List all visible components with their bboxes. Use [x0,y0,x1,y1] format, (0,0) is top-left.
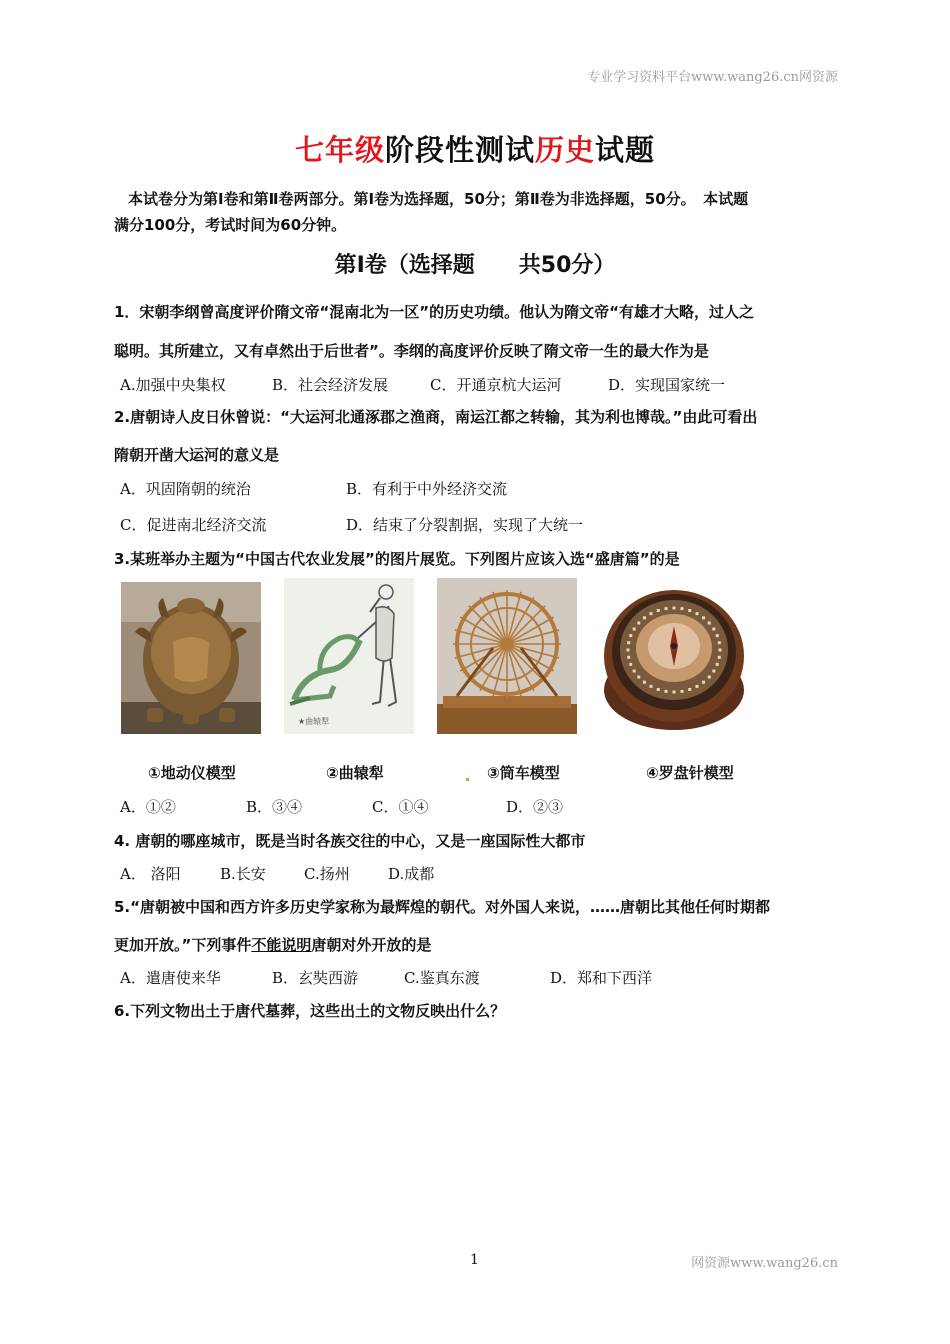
q3-option-a: A．①② [120,798,176,816]
q2-line-2: 隋朝开凿大运河的意义是 [114,446,280,464]
page-number: 1 [470,1252,479,1268]
title-subject: 历史 [535,133,596,167]
q1-option-b: B．社会经济发展 [272,376,389,394]
compass-photo [600,578,748,734]
q2-option-d: D．结束了分裂割据，实现了大统一 [346,516,584,534]
q2-option-a: A．巩固隋朝的统治 [120,480,251,498]
footer-source: 网资源www.wang26.cn [691,1256,838,1271]
q5-option-c: C.鉴真东渡 [404,969,480,987]
exam-instructions [114,186,838,238]
caption-plow: ②曲辕犁 [326,764,384,782]
q4-option-d: D.成都 [388,865,435,883]
section-title: 第Ⅰ卷（选择题 共50分） [334,253,616,278]
q1-option-d: D．实现国家统一 [608,376,726,394]
seismograph-photo [121,582,261,734]
title-test: 阶段性测试 [384,133,535,167]
instructions-line-1: 本试卷分为第Ⅰ卷和第Ⅱ卷两部分。第Ⅰ卷为选择题，50分；第Ⅱ卷为非选择题，50分。 本试题 [128,190,749,208]
q2-option-c: C．促进南北经济交流 [120,516,267,534]
q5-option-d: D．郑和下西洋 [550,969,653,987]
q3-option-b: B．③④ [246,798,303,816]
instructions-line-2: 满分100分，考试时间为60分钟。 [114,216,347,234]
q3-option-c: C．①④ [372,798,429,816]
q2-line-1: 2.唐朝诗人皮日休曾说：“大运河北通涿郡之渔商，南运江都之转输，其为利也博哉。”由此可看出 [114,408,758,426]
page-title [0,128,950,169]
q4-line-1: 4. 唐朝的哪座城市，既是当时各族交往的中心，又是一座国际性大都市 [114,832,586,850]
q1-option-c: C．开通京杭大运河 [430,376,562,394]
q3-line-1: 3.某班举办主题为“中国古代农业发展”的图片展览。下列图片应该入选“盛唐篇”的是 [114,550,680,568]
q5-line-1: 5.“唐朝被中国和西方许多历史学家称为最辉煌的朝代。对外国人来说，……唐朝比其他任何时期都 [114,898,770,916]
curved-plow-drawing [284,578,414,734]
stray-dot [466,778,469,781]
q5-option-b: B．玄奘西游 [272,969,359,987]
caption-waterwheel: ③筒车模型 [487,764,560,782]
q6-line-1: 6.下列文物出土于唐代墓葬，这些出土的文物反映出什么？ [114,1002,506,1020]
q2-option-b: B．有利于中外经济交流 [346,480,508,498]
caption-seismograph: ①地动仪模型 [148,764,236,782]
q5-line-2: 更加开放。”下列事件不能说明唐朝对外开放的是 [114,936,432,954]
q4-option-c: C.扬州 [304,865,350,883]
q4-option-b: B.长安 [220,865,266,883]
waterwheel-model-photo [437,578,577,734]
q5-emphasis: 不能说明 [251,936,312,954]
title-grade: 七年级 [294,133,385,167]
q1-option-a: A.加强中央集权 [120,376,226,394]
q1-line-1: 1．宋朝李纲曾高度评价隋文帝“混南北为一区”的历史功绩。他认为隋文帝“有雄才大略，过人之 [114,303,755,321]
q1-line-2: 聪明。其所建立，又有卓然出于后世者”。李纲的高度评价反映了隋文帝一生的最大作为是 [114,342,709,360]
q3-option-d: D．②③ [506,798,564,816]
header-source: 专业学习资料平台www.wang26.cn网资源 [587,70,838,85]
caption-compass: ④罗盘针模型 [646,764,734,782]
q5-option-a: A．遣唐使来华 [120,969,221,987]
plow-label: ★曲辕犁 [298,717,330,726]
q4-option-a: A． 洛阳 [120,865,181,883]
title-exam: 试题 [595,133,656,167]
